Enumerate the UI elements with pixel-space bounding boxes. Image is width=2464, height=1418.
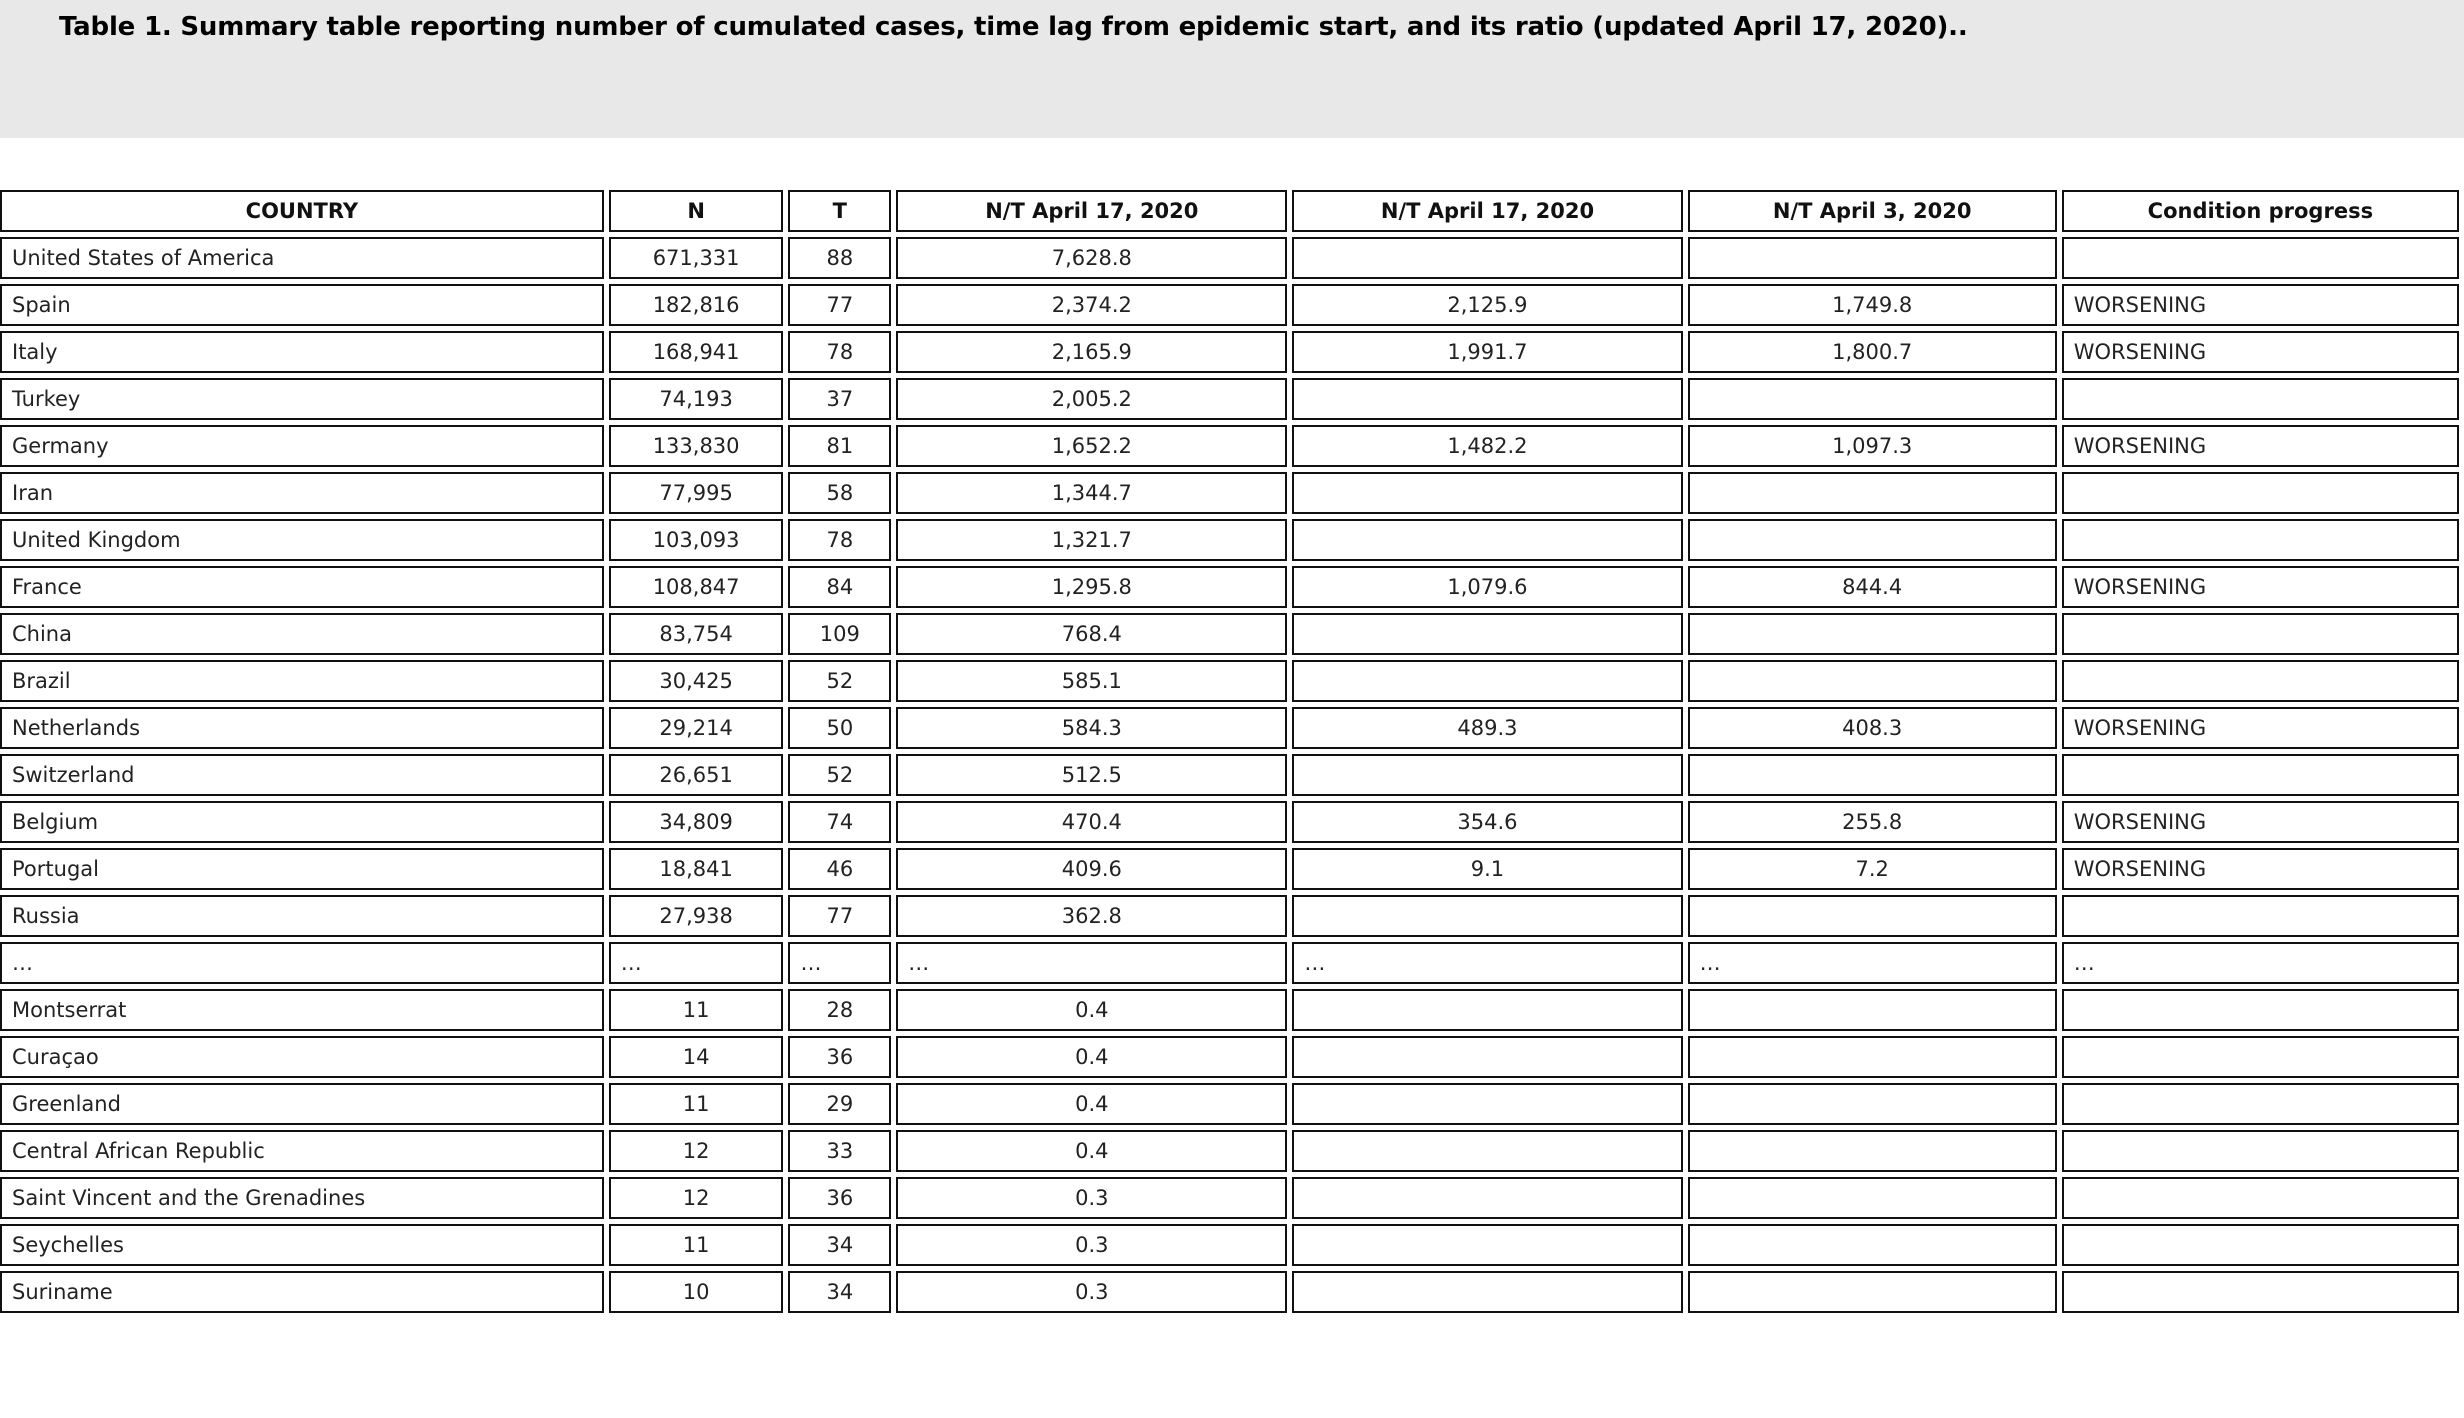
table-row: [0, 378, 2459, 420]
nt-april-3-cell: [1688, 472, 2057, 514]
country-cell: Iran: [0, 472, 604, 514]
nt-april-17-a-cell: 7,628.8: [896, 237, 1287, 279]
nt-april-17-a-cell: 0.4: [896, 1083, 1287, 1125]
table-row: [0, 848, 2459, 890]
nt-april-3-cell: …: [1688, 942, 2057, 984]
nt-april-17-a-cell: 584.3: [896, 707, 1287, 749]
n-cell: 10: [609, 1271, 784, 1313]
nt-april-17-a-cell: 2,165.9: [896, 331, 1287, 373]
caption-band: [0, 0, 2464, 138]
table-row: [0, 1224, 2459, 1266]
t-cell: 28: [788, 989, 891, 1031]
table-row: [0, 1130, 2459, 1172]
t-cell: 46: [788, 848, 891, 890]
table-row: [0, 613, 2459, 655]
t-cell: 78: [788, 519, 891, 561]
nt-april-17-b-cell: [1292, 895, 1682, 937]
table-row: [0, 707, 2459, 749]
condition-progress-cell: [2062, 1036, 2459, 1078]
nt-april-17-a-cell: 362.8: [896, 895, 1287, 937]
t-cell: 29: [788, 1083, 891, 1125]
n-cell: 168,941: [609, 331, 784, 373]
nt-april-3-cell: [1688, 1083, 2057, 1125]
t-cell: 36: [788, 1177, 891, 1219]
nt-april-17-a-cell: 1,344.7: [896, 472, 1287, 514]
table-row: [0, 754, 2459, 796]
country-cell: Russia: [0, 895, 604, 937]
n-cell: 11: [609, 1224, 784, 1266]
country-cell: China: [0, 613, 604, 655]
t-cell: 78: [788, 331, 891, 373]
condition-progress-cell: [2062, 754, 2459, 796]
nt-april-17-b-cell: [1292, 519, 1682, 561]
nt-april-17-b-cell: 2,125.9: [1292, 284, 1682, 326]
t-cell: 52: [788, 660, 891, 702]
condition-progress-cell: [2062, 472, 2459, 514]
condition-progress-cell: WORSENING: [2062, 284, 2459, 326]
n-cell: 11: [609, 1083, 784, 1125]
header-country: COUNTRY: [0, 190, 604, 232]
condition-progress-cell: WORSENING: [2062, 848, 2459, 890]
nt-april-3-cell: [1688, 1036, 2057, 1078]
t-cell: 74: [788, 801, 891, 843]
nt-april-17-b-cell: [1292, 1271, 1682, 1313]
nt-april-3-cell: [1688, 378, 2057, 420]
nt-april-17-b-cell: [1292, 1177, 1682, 1219]
condition-progress-cell: [2062, 989, 2459, 1031]
nt-april-17-b-cell: [1292, 378, 1682, 420]
nt-april-17-b-cell: 354.6: [1292, 801, 1682, 843]
summary-table: [0, 190, 2464, 1318]
nt-april-17-a-cell: 1,652.2: [896, 425, 1287, 467]
nt-april-3-cell: 408.3: [1688, 707, 2057, 749]
n-cell: 29,214: [609, 707, 784, 749]
nt-april-3-cell: [1688, 1177, 2057, 1219]
country-cell: Central African Republic: [0, 1130, 604, 1172]
nt-april-17-b-cell: [1292, 237, 1682, 279]
nt-april-3-cell: [1688, 660, 2057, 702]
nt-april-3-cell: 844.4: [1688, 566, 2057, 608]
t-cell: 37: [788, 378, 891, 420]
country-cell: Netherlands: [0, 707, 604, 749]
table-row: [0, 989, 2459, 1031]
condition-progress-cell: WORSENING: [2062, 425, 2459, 467]
header-row: [0, 190, 2459, 232]
condition-progress-cell: [2062, 1271, 2459, 1313]
nt-april-3-cell: [1688, 1130, 2057, 1172]
country-cell: Spain: [0, 284, 604, 326]
table-row: [0, 1083, 2459, 1125]
country-cell: Saint Vincent and the Grenadines: [0, 1177, 604, 1219]
country-cell: Montserrat: [0, 989, 604, 1031]
header-nt-april-3: N/T April 3, 2020: [1688, 190, 2057, 232]
country-cell: France: [0, 566, 604, 608]
n-cell: 182,816: [609, 284, 784, 326]
nt-april-17-a-cell: 0.4: [896, 989, 1287, 1031]
condition-progress-cell: WORSENING: [2062, 331, 2459, 373]
nt-april-17-b-cell: 1,482.2: [1292, 425, 1682, 467]
table-row: [0, 1036, 2459, 1078]
condition-progress-cell: [2062, 378, 2459, 420]
table-row: [0, 566, 2459, 608]
n-cell: 77,995: [609, 472, 784, 514]
nt-april-3-cell: 1,749.8: [1688, 284, 2057, 326]
n-cell: 74,193: [609, 378, 784, 420]
nt-april-17-b-cell: [1292, 1083, 1682, 1125]
country-cell: Germany: [0, 425, 604, 467]
country-cell: United Kingdom: [0, 519, 604, 561]
nt-april-3-cell: 1,800.7: [1688, 331, 2057, 373]
country-cell: Seychelles: [0, 1224, 604, 1266]
nt-april-17-a-cell: 585.1: [896, 660, 1287, 702]
n-cell: 12: [609, 1130, 784, 1172]
table-row: [0, 801, 2459, 843]
nt-april-3-cell: [1688, 613, 2057, 655]
country-cell: Suriname: [0, 1271, 604, 1313]
condition-progress-cell: [2062, 519, 2459, 561]
header-nt-april-17-b: N/T April 17, 2020: [1292, 190, 1682, 232]
nt-april-17-a-cell: 2,374.2: [896, 284, 1287, 326]
nt-april-17-b-cell: 489.3: [1292, 707, 1682, 749]
nt-april-17-b-cell: [1292, 660, 1682, 702]
n-cell: 12: [609, 1177, 784, 1219]
table-body: [0, 237, 2459, 1313]
condition-progress-cell: [2062, 237, 2459, 279]
nt-april-3-cell: [1688, 754, 2057, 796]
nt-april-17-b-cell: [1292, 1130, 1682, 1172]
t-cell: 33: [788, 1130, 891, 1172]
t-cell: 36: [788, 1036, 891, 1078]
country-cell: Belgium: [0, 801, 604, 843]
n-cell: 27,938: [609, 895, 784, 937]
nt-april-17-b-cell: [1292, 989, 1682, 1031]
nt-april-17-b-cell: 9.1: [1292, 848, 1682, 890]
condition-progress-cell: WORSENING: [2062, 566, 2459, 608]
condition-progress-cell: [2062, 1224, 2459, 1266]
condition-progress-cell: [2062, 613, 2459, 655]
nt-april-17-b-cell: [1292, 1224, 1682, 1266]
n-cell: …: [609, 942, 784, 984]
nt-april-17-b-cell: [1292, 613, 1682, 655]
table-caption: Table 1. Summary table reporting number of cumulated cases, time lag from epidemic start, and its ratio (updated April 17, 2020)..: [59, 12, 1968, 42]
nt-april-17-a-cell: 0.3: [896, 1271, 1287, 1313]
n-cell: 108,847: [609, 566, 784, 608]
nt-april-3-cell: 1,097.3: [1688, 425, 2057, 467]
nt-april-17-a-cell: 1,295.8: [896, 566, 1287, 608]
nt-april-17-a-cell: 512.5: [896, 754, 1287, 796]
t-cell: 52: [788, 754, 891, 796]
t-cell: 109: [788, 613, 891, 655]
nt-april-3-cell: [1688, 519, 2057, 561]
t-cell: 81: [788, 425, 891, 467]
table-row: [0, 895, 2459, 937]
condition-progress-cell: [2062, 1083, 2459, 1125]
n-cell: 18,841: [609, 848, 784, 890]
country-cell: United States of America: [0, 237, 604, 279]
nt-april-17-b-cell: [1292, 754, 1682, 796]
table-row: [0, 237, 2459, 279]
nt-april-3-cell: [1688, 895, 2057, 937]
table-row: [0, 519, 2459, 561]
table-container: [0, 190, 2464, 1418]
t-cell: 77: [788, 284, 891, 326]
nt-april-17-b-cell: 1,991.7: [1292, 331, 1682, 373]
nt-april-3-cell: 255.8: [1688, 801, 2057, 843]
n-cell: 14: [609, 1036, 784, 1078]
condition-progress-cell: [2062, 1177, 2459, 1219]
nt-april-3-cell: [1688, 989, 2057, 1031]
t-cell: …: [788, 942, 891, 984]
nt-april-17-a-cell: …: [896, 942, 1287, 984]
nt-april-17-b-cell: [1292, 1036, 1682, 1078]
table-row: [0, 1177, 2459, 1219]
n-cell: 11: [609, 989, 784, 1031]
country-cell: Curaçao: [0, 1036, 604, 1078]
table-row: [0, 660, 2459, 702]
n-cell: 30,425: [609, 660, 784, 702]
country-cell: Switzerland: [0, 754, 604, 796]
t-cell: 34: [788, 1224, 891, 1266]
condition-progress-cell: [2062, 1130, 2459, 1172]
nt-april-17-a-cell: 0.3: [896, 1224, 1287, 1266]
nt-april-17-b-cell: [1292, 472, 1682, 514]
table-row: [0, 331, 2459, 373]
nt-april-3-cell: 7.2: [1688, 848, 2057, 890]
nt-april-17-a-cell: 0.3: [896, 1177, 1287, 1219]
country-cell: Brazil: [0, 660, 604, 702]
nt-april-3-cell: [1688, 1224, 2057, 1266]
n-cell: 26,651: [609, 754, 784, 796]
header-condition-progress: Condition progress: [2062, 190, 2459, 232]
nt-april-17-a-cell: 470.4: [896, 801, 1287, 843]
nt-april-3-cell: [1688, 1271, 2057, 1313]
nt-april-17-a-cell: 1,321.7: [896, 519, 1287, 561]
nt-april-17-b-cell: 1,079.6: [1292, 566, 1682, 608]
header-t: T: [788, 190, 891, 232]
n-cell: 34,809: [609, 801, 784, 843]
nt-april-17-a-cell: 2,005.2: [896, 378, 1287, 420]
table-row: [0, 1271, 2459, 1313]
nt-april-17-a-cell: 0.4: [896, 1036, 1287, 1078]
t-cell: 34: [788, 1271, 891, 1313]
t-cell: 50: [788, 707, 891, 749]
n-cell: 103,093: [609, 519, 784, 561]
table-row: [0, 472, 2459, 514]
n-cell: 133,830: [609, 425, 784, 467]
n-cell: 83,754: [609, 613, 784, 655]
country-cell: Portugal: [0, 848, 604, 890]
t-cell: 77: [788, 895, 891, 937]
nt-april-17-a-cell: 768.4: [896, 613, 1287, 655]
table-row: [0, 942, 2459, 984]
header-nt-april-17-a: N/T April 17, 2020: [896, 190, 1287, 232]
condition-progress-cell: [2062, 895, 2459, 937]
nt-april-17-a-cell: 409.6: [896, 848, 1287, 890]
table-row: [0, 284, 2459, 326]
condition-progress-cell: WORSENING: [2062, 707, 2459, 749]
country-cell: Turkey: [0, 378, 604, 420]
condition-progress-cell: …: [2062, 942, 2459, 984]
t-cell: 84: [788, 566, 891, 608]
nt-april-17-b-cell: …: [1292, 942, 1682, 984]
table-row: [0, 425, 2459, 467]
t-cell: 58: [788, 472, 891, 514]
condition-progress-cell: [2062, 660, 2459, 702]
header-n: N: [609, 190, 784, 232]
nt-april-3-cell: [1688, 237, 2057, 279]
t-cell: 88: [788, 237, 891, 279]
nt-april-17-a-cell: 0.4: [896, 1130, 1287, 1172]
condition-progress-cell: WORSENING: [2062, 801, 2459, 843]
country-cell: Italy: [0, 331, 604, 373]
n-cell: 671,331: [609, 237, 784, 279]
country-cell: Greenland: [0, 1083, 604, 1125]
country-cell: …: [0, 942, 604, 984]
